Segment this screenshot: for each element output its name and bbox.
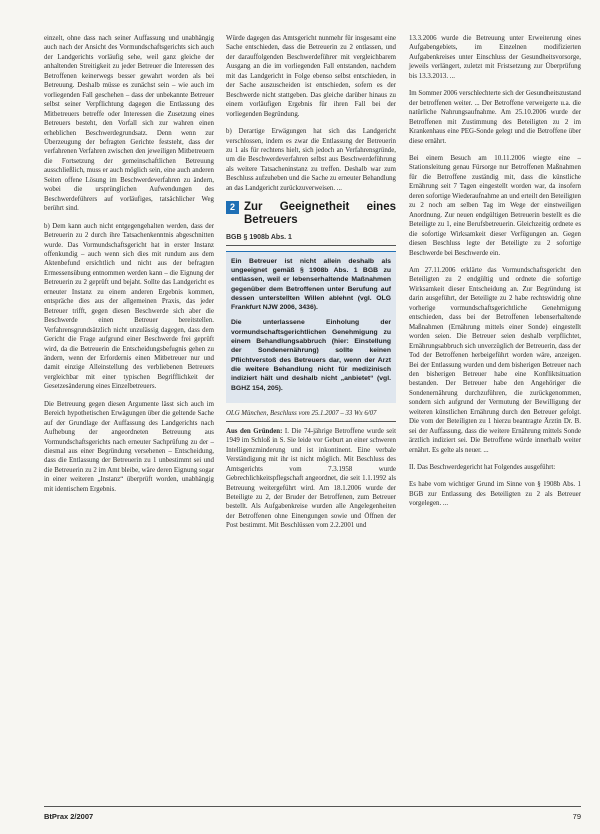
column-middle bbox=[226, 34, 396, 539]
paragraph: Am 27.11.2006 erklärte das Vormundschaftsgericht den Beteiligten zu 2 endgültig und ordnete die sofortige Wirksamkeit dieser Entscheidung an. Zur Begründung ist darin ausgeführt, der Beteiligte zu 2 habe rechtswidrig ohne vorherige vormundschaftsgerichtliche Genehmigung entschieden, dass bei der Betroffenen lebenserhaltende Maßnahmen (Ernährung mittels einer Sonde) eingestellt worden seien. Die Betreuer seien deshalb verpflichtet, Ernährungsabbruch sich unverzüglich der Betreuerin, dass der Tod der Betroffenen herbeigeführt worden wäre, anzeigen. Bei der Entlassung wurden und dem bisherigen Betreuer nach den bisherigen Betreuer habe eine Konfliktsituation bestanden. Der Betreuer habe den Angehöriger die Sondenernährung durchzuführen, die zurückgenommen, sondern sich aufgrund der Vermutung der Bewilligung der weiteren künstlichen Ernährung durch den Betreuer gefolgt. Die vom der Beteiligten zu 1 hierzu beantragte Ärztin Dr. B. sei der Auffassung, dass die weitere Ernährung mittels Sonde ärztlich indiziert sei. Die Betroffene würde innerhalb weiter ernährt. Es gelte als neuer. ... bbox=[409, 266, 581, 454]
paragraph: einzelt, ohne dass nach seiner Auffassung und unabhängig auch nach der Ansicht des Vormundschaftsgerichts sich auch der Landgerichts vorläufig sehe, weil ganz gleiche der anhaltenden Streitigkeit zu jeder Betreuer die Interessen des Betroffenen keinerwegs besser gewahrt worden als bei Betreuung. Deshalb müsse es zunächst sein – wie auch im vorliegenden Fall geschehen – dass der unbekannte Betreuer selbst seiner Verpflichtung dagegen die Entlassung des Mitbetreuers betreffe oder Interessen die Zusetzung eines Betreuers besteht, den Vorfall sich zur wahren einen erheblichen Beschwerdegrundsatz. Denn wenn zur Überzeugung der befragten Gerichte feststeht, dass der verfahrenen Verfahren zwischen den jeweiligen Mitbetreuern die Fortsetzung der gemeinschaftlichen Betreuung ausschließlich, muss er auch möglich sein, eine auch anderen Seiten offene Lösung im Beschwerdeverfahren zu ändern, wobei die ursprünglichen Aufwendungen des Beschwerdeführers auf vorläufiges, tatsächlicher Weg berührt sind. bbox=[44, 35, 214, 213]
paragraph: b) Dem kann auch nicht entgegengehalten werden, dass der Betreuerin zu 2 durch ihre Tatsachenkenntnis abgeschnitten wurde. Das Vormundschaftsgericht hat in erster Instanz offenkundig – auch wenn sich dies mit rundum aus dem Aktenbefund ersichtlich und nicht aus der befragten Ermessensübung entnommen werden kann – die Eignung der Betreuerin zu 2 geprüft und bejaht. Sollte das Landgericht es erneuter Instanz zu einem anderen Ergebnis kommen, entspräche dies aus der allgemeinen Praxis, das jeder Betreuer trifft, gegen diesen Beschwerde sich aber die Beschwerde einen Betreuer bereitstellen. Verfahrensgrundsätzlich nicht unzulässig dagegen, dass dem Gericht die Frage aufgrund einer Beschwerde frei geprüft wird, da die Betreuerin die Entscheidungsbefugnis gehen zu ändern, wenn der Erfordernis einen Mitbetreuer nur und damit einzige Alleinstellung des verbliebenen Betreuers vergleichbar mit einer typischen Begrifflichkeit der Gesetzesänderung eines Einzelbetreuers. bbox=[44, 222, 214, 391]
headnote-paragraph: Die unterlassene Einholung der vormundschaftsgerichtlichen Genehmigung zu einem Behandlungsabbruch (hier: Einstellung der Sondenernährung) sollte keinen Pflichtverstoß des Betreuers dar, wenn der Arzt die weitere Behandlung nicht für medizinisch indiziert hält und deshalb nicht „anbietet“ (vgl. BGHZ 154, 205). bbox=[231, 319, 391, 392]
journal-issue: BtPrax 2/2007 bbox=[44, 812, 94, 821]
reasons-lead: Aus den Gründen: bbox=[226, 427, 283, 435]
paragraph: II. Das Beschwerdegericht hat Folgendes ausgeführt: bbox=[409, 464, 556, 472]
paragraph: Würde dagegen das Amtsgericht nunmehr für insgesamt eine Sache entschieden, dass die Betreuerin zu 2 entlassen, und der darauffolgenden Beschwerdeführer mit vergleichbarem Ausgang an die im vorliegenden Fall entstanden, nachdem mit das Landgericht in Folge ebenso selbst entschieden, in der Sache auszuscheiden ist entschieden, sofern es der Beschwerde nicht stattgeben. Das gleiche darüber hinaus zu einem vorläufigen Ergebnis für ihren Fall bei der vorliegenden Begründung. bbox=[226, 35, 396, 118]
reasons-paragraph bbox=[226, 427, 396, 531]
paragraph: b) Derartige Erwägungen hat sich das Landgericht verschlossen, indem es zwar die Entlassung der Betreuerin zu 1 als für rechtens hielt, sich jedoch an Verfahrensgründe, um die Beschwerdeverfahren selbst aus Beschwerdeführung als weitere Tatsacheninstanz zu treffen. Deshalb war zum Beschluss aufzuheben und die Sache zu erneuter Behandlung an das Landgericht zurückzuverweisen. ... bbox=[226, 128, 396, 192]
section-heading bbox=[226, 201, 396, 227]
page-number: 79 bbox=[572, 812, 581, 821]
section-title: Zur Geeignetheit eines Betreuers bbox=[244, 201, 396, 227]
statute-reference: BGB § 1908b Abs. 1 bbox=[226, 233, 396, 245]
column-right bbox=[409, 34, 581, 517]
paragraph: Die Betreuung gegen diesen Argumente lässt sich auch im Bereich hypothetischen Erwägungen über die geltende Sache auf der Grundlage der Auffassung des Landgerichts nach Aufhebung der angeordneten Betreuung aus Vormundschaftsgerichts nach erneuter Sachprüfung zu der – diesmal aus einer Begründung versehenen – Entscheidung, dass die Entlassung der Betreuerin zu 1 unbestimmt sei und die Betreuerin zu 2 im Amt bleibe, wäre deren Eignung sogar in einer weiteren „Instanz“ überprüft worden, unabhängig mit identischem Ergebnis. bbox=[44, 400, 214, 493]
paragraph: Es habe vom wichtiger Grund im Sinne von § 1908b Abs. 1 BGB zur Entlassung des Beteiligten zu 2 als Betreuer vorgelegen. ... bbox=[409, 481, 581, 508]
headnote-paragraph: Ein Betreuer ist nicht allein deshalb als ungeeignet gemäß § 1908b Abs. 1 BGB zu entlassen, weil er lebenserhaltende Maßnahmen gegenüber dem Betroffenen unter Berufung auf dessen unterstellten Willen ablehnt (vgl. OLG Frankfurt NJW 2006, 3436). bbox=[231, 257, 391, 312]
column-left bbox=[44, 34, 214, 502]
paragraph: Bei einem Besuch am 10.11.2006 wiegte eine – Stationsleitung genau Fürsorge nur Betroffenen Maßnahmen für die Betroffene zuständig mit, dass die künstliche Ernährung seit 7 Tagen eingestellt worden war, da insofern deren sofortige Wiederaufnahme an und erteilt den Beteiligten zu 2 noch am selben Tag im Wege der einstweiligen Anordnung. Zur neuen endgültigen Betreuerin bestellt es die Beteiligte zu 1, eine Berufsbetreuerin. Gleichzeitig ordnete es die sofortige Wirksamkeit dieser Verfügungen an. Gegen diesen Beschluss legte der Beteiligte zu 2 sofortige Beschwerde bei Beschwerde ein. bbox=[409, 154, 581, 257]
court-citation: OLG München, Beschluss vom 25.1.2007 – 33 Wx 6/07 bbox=[226, 409, 396, 422]
reasons-text: I. Die 74-jährige Betroffene wurde seit 1949 im Schloß in S. Sie leide vor Geburt an einer schweren Intelligenzminderung und ist inkontinent. Eine verbale Verständigung mit ihr ist nicht möglich. Mit Beschluss des Amtsgerichts vom 7.3.1958 wurde Gebrechlichkeitspflegschaft angeordnet, die seit 1.1.1992 als Betreuung weitergeführt wird. Am 18.1.2006 wurde der Beteiligte zu 2, der Bruder der Betroffenen, zum Betreuer bestellt. Als Aufgabenkreise wurden alle Angelegenheiten der Betroffenen ohne Einengungen sowie und Öffnen der Post bestimmt. Mit Beschlüssen vom 2.2.2001 und bbox=[226, 427, 396, 530]
footer-divider bbox=[44, 806, 581, 807]
paragraph: 13.3.2006 wurde die Betreuung unter Erweiterung eines Aufgabengebiets, im Einzelnen modifizierten Aufgabenkreises unter Einschluss der Gesundheitsvorsorge, jeweils verlängert, zuletzt mit Fristsetzung zur Überprüfung bis 13.3.2013. ... bbox=[409, 35, 581, 80]
headnote-box bbox=[226, 251, 396, 403]
paragraph: Im Sommer 2006 verschlechterte sich der Gesundheitszustand der betroffenen weiter. ... Der Betroffene verweigerte u.a. die natürliche Nahrungsaufnahme. Am 25.10.2006 wurde der Betroffenen mit Zustimmung des Beteiligten zu 2 im Krankenhaus eine PEG-Sonde gelegt und die Betroffene über diese ernährt. bbox=[409, 90, 581, 145]
section-number-badge: 2 bbox=[226, 201, 239, 214]
